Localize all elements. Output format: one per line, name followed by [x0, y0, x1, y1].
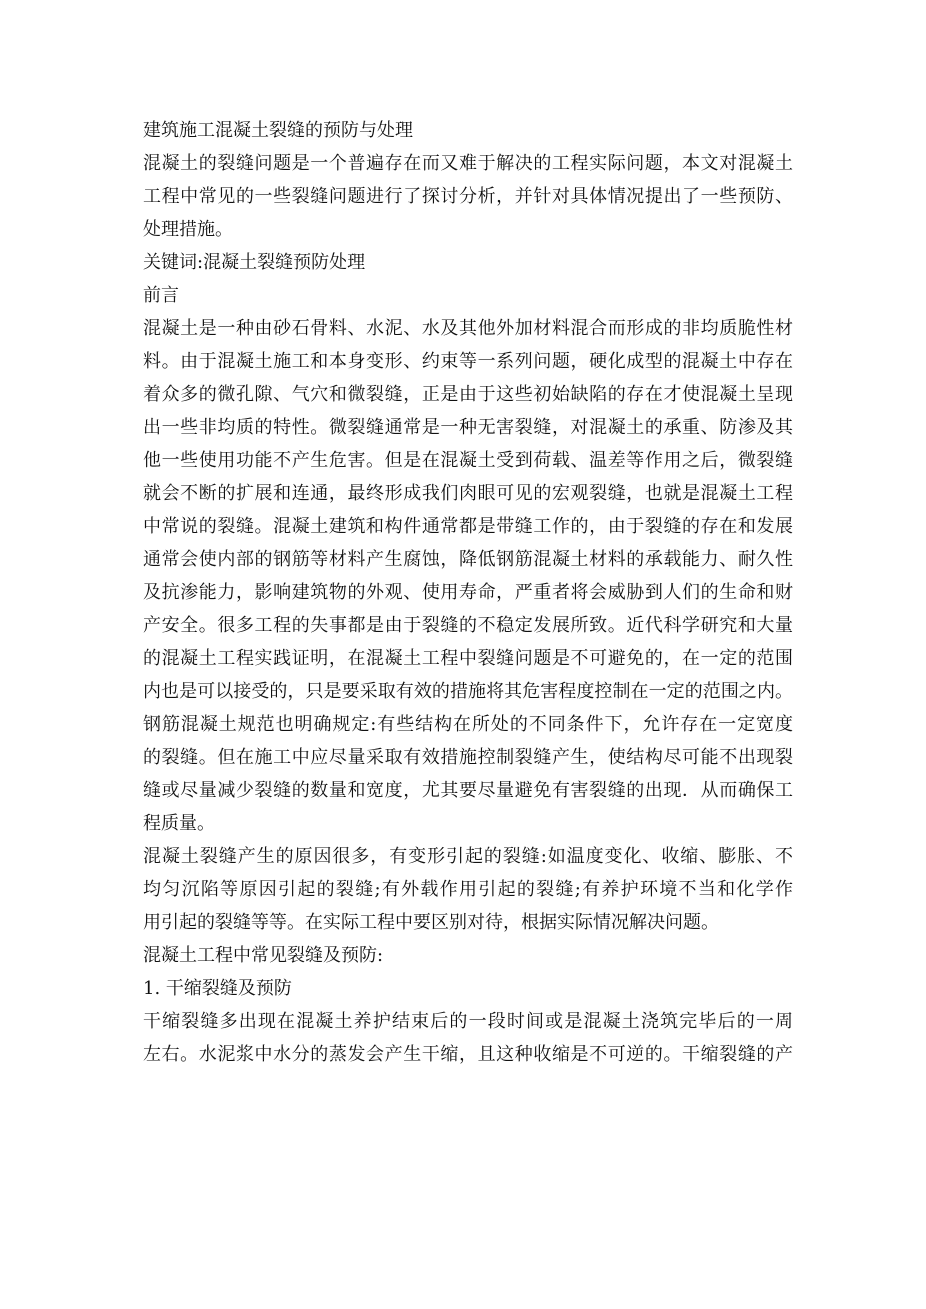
paragraph-line: 干缩裂缝多出现在混凝土养护结束后的一段时间或是混凝土浇筑完毕后的一周 [143, 1011, 793, 1032]
paragraph-line: 着众多的微孔隙、气穴和微裂缝，正是由于这些初始缺陷的存在才使混凝土呈现 [143, 384, 793, 405]
paragraph-line: 及抗渗能力，影响建筑物的外观、使用寿命，严重者将会威胁到人们的生命和财 [143, 582, 793, 603]
abstract-line: 混凝土的裂缝问题是一个普遍存在而又难于解决的工程实际问题，本文对混凝土 [143, 153, 793, 174]
paragraph-line: 均匀沉陷等原因引起的裂缝;有外载作用引起的裂缝;有养护环境不当和化学作 [143, 879, 793, 900]
paragraph-line: 用引起的裂缝等等。在实际工程中要区别对待，根据实际情况解决问题。 [143, 912, 719, 933]
paragraph-line: 他一些使用功能不产生危害。但是在混凝土受到荷载、温差等作用之后，微裂缝 [143, 450, 793, 471]
abstract-line: 工程中常见的一些裂缝问题进行了探讨分析，并针对具体情况提出了一些预防、 [143, 186, 793, 207]
paragraph-line: 出一些非均质的特性。微裂缝通常是一种无害裂缝，对混凝土的承重、防渗及其 [143, 417, 793, 438]
keywords-line: 关键词:混凝土裂缝预防处理 [143, 252, 366, 273]
paragraph-line: 混凝土是一种由砂石骨料、水泥、水及其他外加材料混合而形成的非均质脆性材 [143, 318, 793, 339]
paragraph-line: 通常会使内部的钢筋等材料产生腐蚀，降低钢筋混凝土材料的承载能力、耐久性 [143, 549, 793, 570]
paragraph-line: 缝或尽量减少裂缝的数量和宽度，尤其要尽量避免有害裂缝的出现．从而确保工 [143, 780, 793, 801]
paragraph-line: 程质量。 [143, 813, 215, 834]
document-body [143, 114, 793, 1071]
subsection-heading-shrinkage: 1. 干缩裂缝及预防 [143, 978, 292, 999]
paragraph-line: 混凝土裂缝产生的原因很多，有变形引起的裂缝:如温度变化、收缩、膨胀、不 [143, 846, 793, 867]
paragraph-line: 就会不断的扩展和连通，最终形成我们肉眼可见的宏观裂缝，也就是混凝土工程 [143, 483, 793, 504]
paragraph-line: 中常说的裂缝。混凝土建筑和构件通常都是带缝工作的，由于裂缝的存在和发展 [143, 516, 793, 537]
paragraph-line: 的混凝土工程实践证明，在混凝土工程中裂缝问题是不可避免的，在一定的范围 [143, 648, 793, 669]
section-heading-preface: 前言 [143, 285, 179, 306]
section-heading-common-cracks: 混凝土工程中常见裂缝及预防: [143, 945, 384, 966]
document-title: 建筑施工混凝土裂缝的预防与处理 [143, 120, 413, 141]
paragraph-line: 钢筋混凝土规范也明确规定:有些结构在所处的不同条件下，允许存在一定宽度 [143, 714, 793, 735]
paragraph-line: 内也是可以接受的，只是要采取有效的措施将其危害程度控制在一定的范围之内。 [143, 681, 793, 702]
abstract-line: 处理措施。 [143, 219, 233, 240]
paragraph-line: 左右。水泥浆中水分的蒸发会产生干缩，且这种收缩是不可逆的。干缩裂缝的产 [143, 1044, 793, 1065]
paragraph-line: 产安全。很多工程的失事都是由于裂缝的不稳定发展所致。近代科学研究和大量 [143, 615, 793, 636]
paragraph-line: 的裂缝。但在施工中应尽量采取有效措施控制裂缝产生，使结构尽可能不出现裂 [143, 747, 793, 768]
paragraph-line: 料。由于混凝土施工和本身变形、约束等一系列问题，硬化成型的混凝土中存在 [143, 351, 793, 372]
